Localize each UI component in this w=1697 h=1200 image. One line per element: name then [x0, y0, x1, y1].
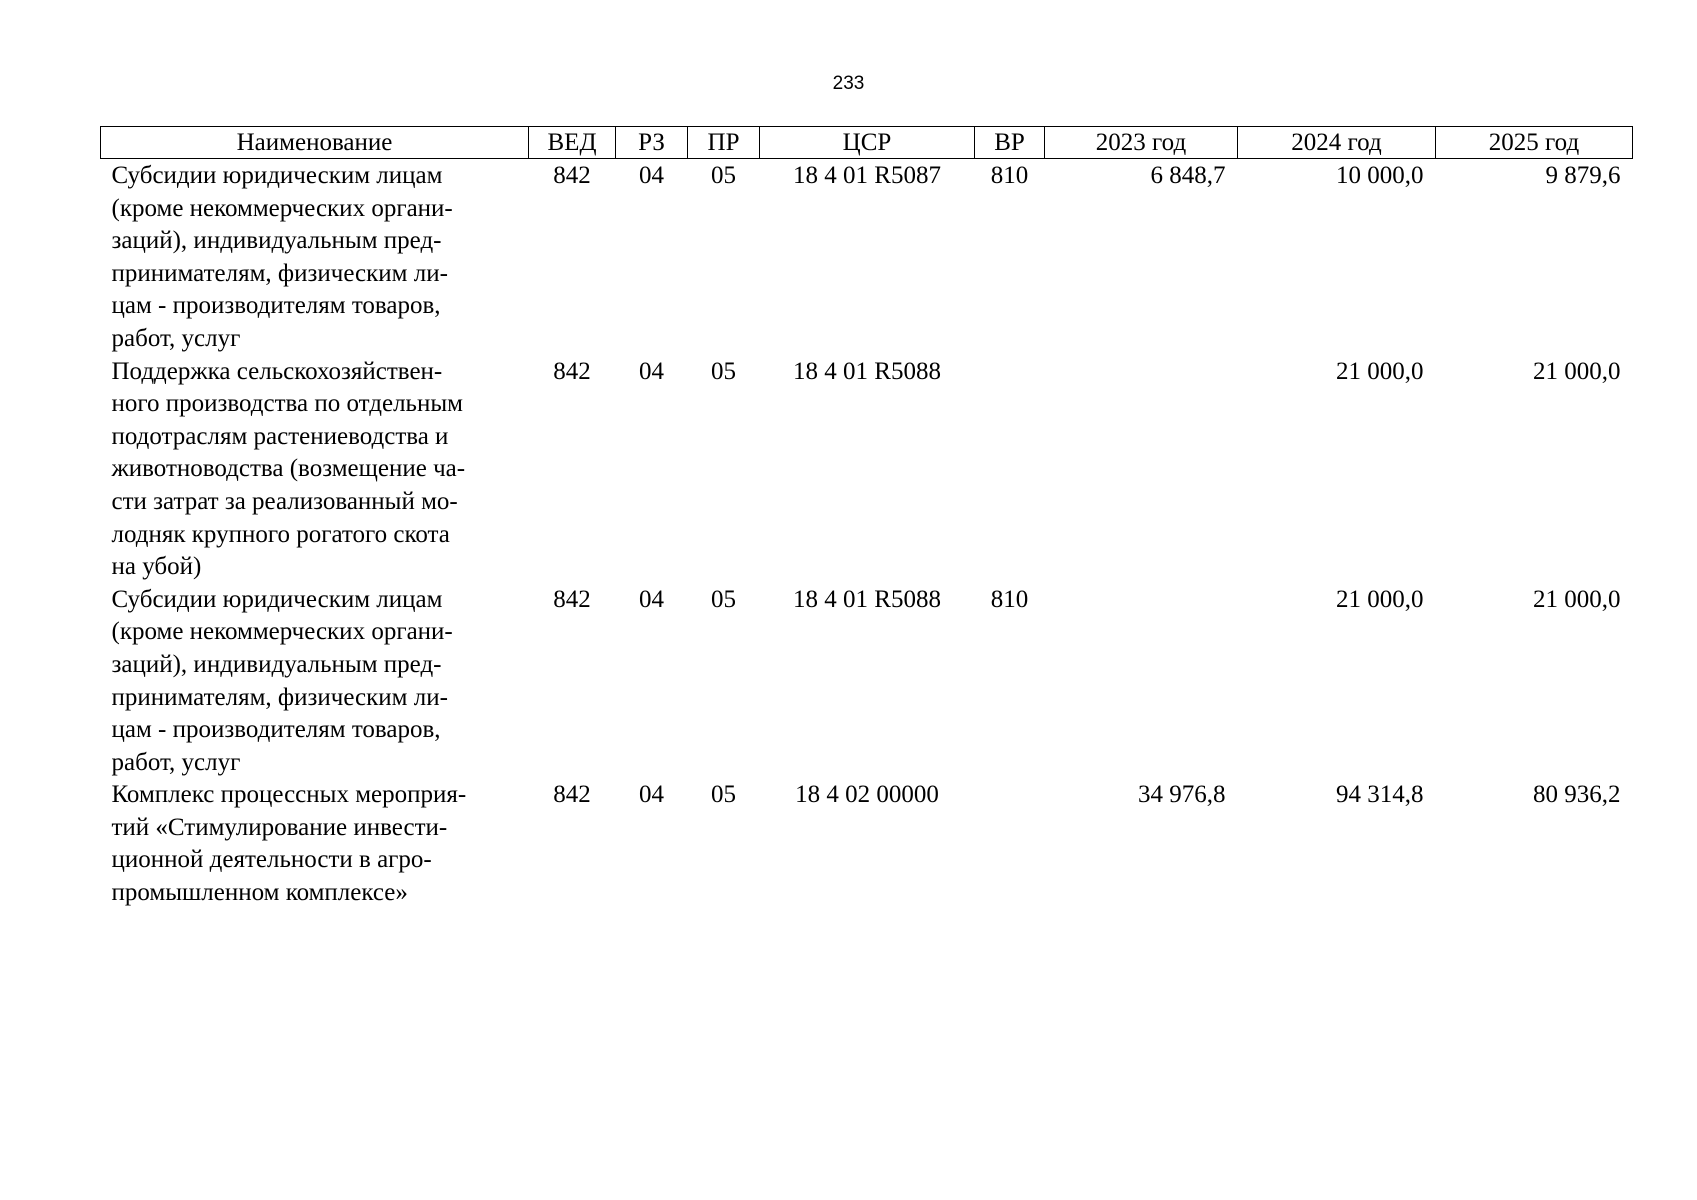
table-row [101, 584, 1633, 780]
page-number: 233 [832, 73, 865, 94]
cell-2025: 21 000,0 [1533, 357, 1621, 385]
cell-pr: 05 [711, 781, 736, 809]
table-header [101, 127, 1633, 159]
cell-2023: 34 976,8 [1138, 781, 1226, 809]
cell-vr: 810 [990, 585, 1029, 613]
cell-name: Комплекс процессных мероприя- тий «Стимулирование инвести- ционной деятельности в агро- промышленном комплексе» [111, 781, 467, 907]
cell-pr: 05 [711, 357, 736, 385]
table-row [101, 356, 1633, 584]
header-row [101, 127, 1633, 159]
table-row [101, 779, 1633, 909]
cell-pr: 05 [711, 585, 736, 613]
cell-name: Субсидии юридическим лицам (кроме некоммерческих органи- заций), индивидуальным пред- принимателям, физическим ли- цам - производителям товаров, работ, услуг [111, 585, 453, 776]
cell-ved: 842 [553, 585, 591, 613]
header-csr: ЦСР [760, 127, 975, 159]
cell-rz: 04 [639, 585, 664, 613]
cell-2024: 94 314,8 [1336, 781, 1424, 809]
cell-2023 [1045, 584, 1238, 780]
cell-vr [975, 356, 1045, 584]
header-2024: 2024 год [1238, 127, 1436, 159]
budget-table [100, 126, 1633, 910]
cell-ved: 842 [553, 781, 591, 809]
cell-pr: 05 [711, 162, 736, 189]
cell-2024: 21 000,0 [1336, 585, 1424, 613]
cell-vr: 810 [990, 162, 1029, 189]
header-2023: 2023 год [1045, 127, 1238, 159]
header-ved: ВЕД [529, 127, 616, 159]
cell-csr: 18 4 01 R5088 [793, 585, 941, 613]
header-vr: ВР [975, 127, 1045, 159]
cell-name: Поддержка сельскохозяйствен- ного производства по отдельным подотраслям растениеводства и животноводства (возмещение ча- сти затрат за реализованный мо- лодняк крупного рогатого скота на убой) [111, 357, 466, 581]
table-body [101, 159, 1633, 910]
cell-csr: 18 4 02 00000 [795, 781, 939, 809]
cell-2024: 10 000,0 [1336, 162, 1424, 189]
cell-csr: 18 4 01 R5088 [793, 357, 941, 385]
cell-rz: 04 [639, 357, 664, 385]
cell-csr: 18 4 01 R5087 [793, 162, 941, 189]
cell-2024: 21 000,0 [1336, 357, 1424, 385]
cell-2025: 9 879,6 [1545, 162, 1621, 189]
cell-2025: 80 936,2 [1533, 781, 1621, 809]
cell-ved: 842 [553, 357, 591, 385]
cell-vr [975, 779, 1045, 909]
cell-name: Субсидии юридическим лицам (кроме некоммерческих органи- заций), индивидуальным пред- принимателям, физическим ли- цам - производителям товаров, работ, услуг [111, 162, 453, 352]
header-pr: ПР [688, 127, 760, 159]
header-2025: 2025 год [1436, 127, 1633, 159]
header-rz: РЗ [616, 127, 688, 159]
header-name: Наименование [101, 127, 529, 159]
cell-rz: 04 [639, 162, 664, 189]
cell-2023: 6 848,7 [1150, 162, 1226, 189]
cell-2025: 21 000,0 [1533, 585, 1621, 613]
table-row [101, 159, 1633, 356]
cell-2023 [1045, 356, 1238, 584]
cell-ved: 842 [553, 162, 591, 189]
cell-rz: 04 [639, 781, 664, 809]
